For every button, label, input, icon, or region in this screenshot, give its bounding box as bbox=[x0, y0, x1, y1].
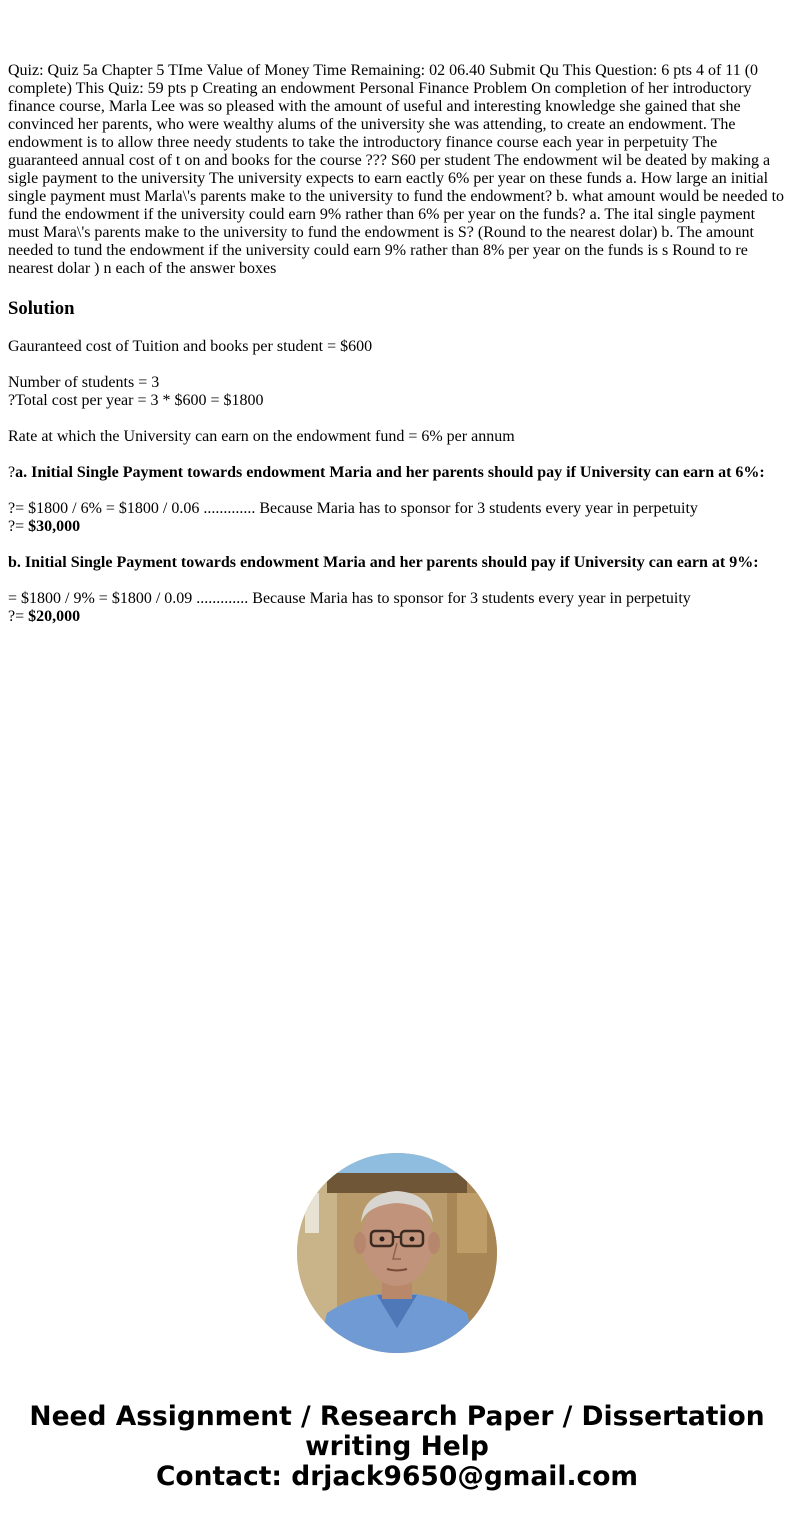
part-a-calc: ?= $1800 / 6% = $1800 / 0.06 ............. Because Maria has to sponsor for 3 students every year in perpetuity bbox=[8, 500, 698, 517]
cost-line: Gauranteed cost of Tuition and books per student = $600 bbox=[8, 338, 373, 355]
part-a-prefix: ? bbox=[8, 464, 16, 481]
footer-help-text: Need Assignment / Research Paper / Dissertation writing Help bbox=[29, 1401, 765, 1462]
part-b-heading-block bbox=[8, 554, 788, 572]
part-a-result-prefix: ?= bbox=[8, 518, 29, 535]
part-b-result-prefix: ?= bbox=[8, 608, 29, 625]
solution-heading: Solution bbox=[8, 298, 75, 319]
footer-contact: Contact: drjack9650@gmail.com bbox=[155, 1461, 639, 1492]
students-line: Number of students = 3 bbox=[8, 374, 160, 391]
part-a-heading: a. Initial Single Payment towards endowment Maria and her parents should pay if University can earn at 6%: bbox=[15, 464, 765, 481]
part-b-heading: b. Initial Single Payment towards endowment Maria and her parents should pay if University can earn at 9%: bbox=[8, 554, 759, 571]
students-block bbox=[8, 374, 788, 410]
solution-body bbox=[8, 338, 788, 626]
footer-banner bbox=[0, 1402, 794, 1492]
part-a-result: $30,000 bbox=[28, 518, 81, 535]
portrait-illustration bbox=[297, 1153, 497, 1353]
part-b-calc: = $1800 / 9% = $1800 / 0.09 ............. Because Maria has to sponsor for 3 students every year in perpetuity bbox=[8, 590, 691, 607]
part-b-calc-block bbox=[8, 590, 788, 626]
document-content bbox=[8, 62, 788, 644]
author-photo bbox=[297, 1153, 497, 1353]
rate-line: Rate at which the University can earn on the endowment fund = 6% per annum bbox=[8, 428, 515, 445]
part-a-heading-block bbox=[8, 464, 788, 482]
question-text: Quiz: Quiz 5a Chapter 5 TIme Value of Money Time Remaining: 02 06.40 Submit Qu This Question: 6 pts 4 of 11 (0 complete) This Quiz: 59 pts p Creating an endowment Personal Finance Problem On completion of her introductory finance course, Marla Lee was so pleased with the amount of useful and interesting knowledge she gained that she convinced her parents, who were wealthy alums of the university she was attending, to create an endowment. The endowment is to allow three needy students to take the introductory finance course each year in perpetuity The guaranteed annual cost of t on and books for the course ??? S60 per student The endowment wil be deated by making a sigle payment to the university The university expects to earn eactly 6% per year on these funds a. How large an initial single payment must Marla\'s parents make to the university to fund the endowment? b. what amount would be needed to fund the endowment if the university could earn 9% rather than 6% per year on the funds? a. The ital single payment must Mara\'s parents make to the university to fund the endowment is S? (Round to the nearest dolar) b. The amount needed to tund the endowment if the university could earn 9% rather than 8% per year on the funds is s Round to re nearest dolar ) n each of the answer boxes bbox=[8, 62, 785, 277]
part-a-calc-block bbox=[8, 500, 788, 536]
total-line: ?Total cost per year = 3 * $600 = $1800 bbox=[8, 392, 264, 409]
part-b-result: $20,000 bbox=[28, 608, 81, 625]
